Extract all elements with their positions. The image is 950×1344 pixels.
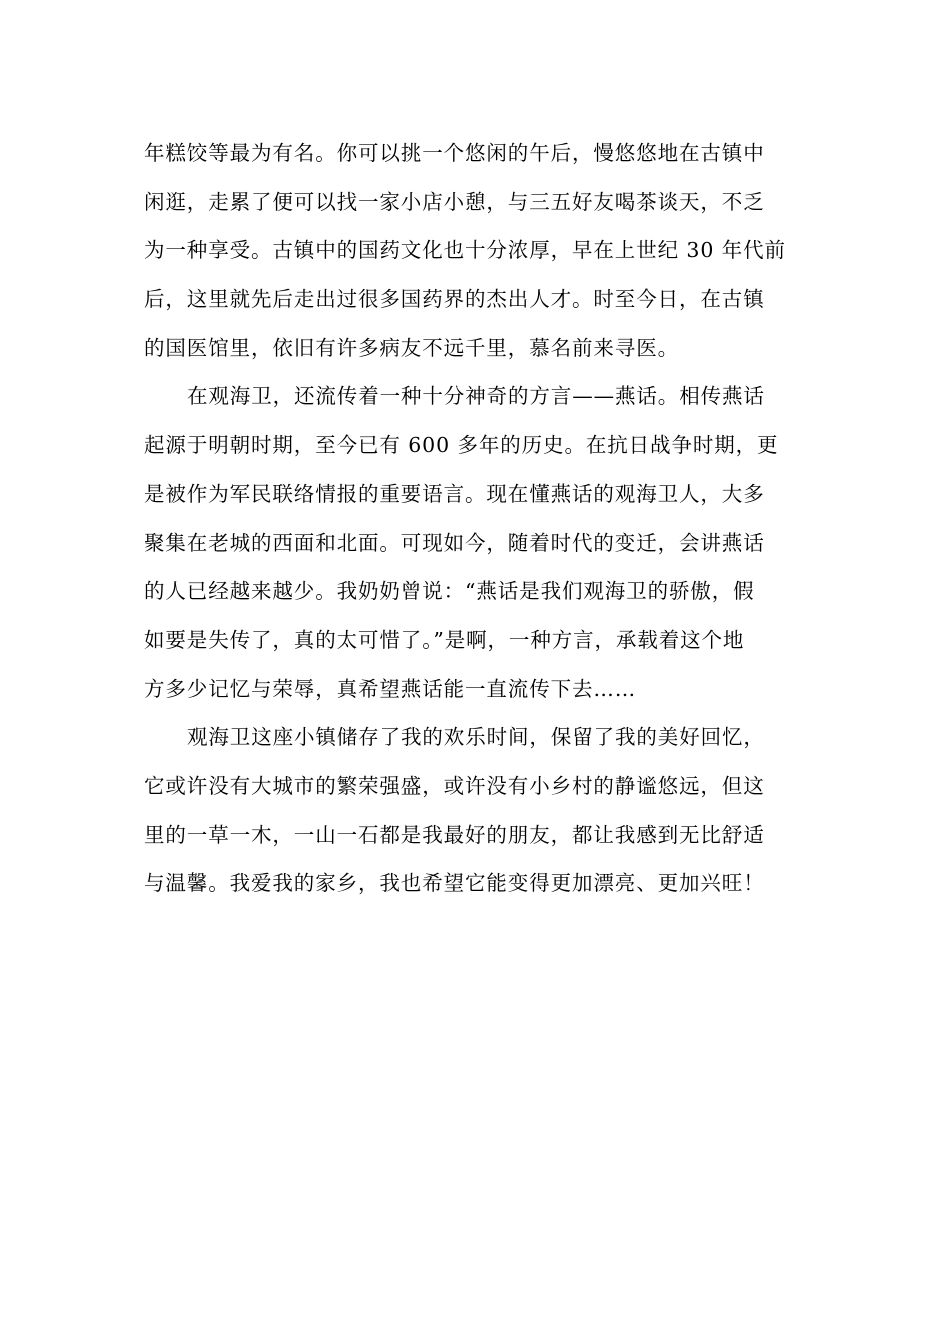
text-line: 的人已经越来越少。我奶奶曾说：“燕话是我们观海卫的骄傲，假: [144, 579, 755, 604]
text-line: 年糕饺等最为有名。你可以挑一个悠闲的午后，慢悠悠地在古镇中: [144, 141, 765, 165]
text-line: 里的一草一木，一山一石都是我最好的朋友，都让我感到无比舒适: [144, 822, 765, 847]
paragraph-3: [144, 713, 808, 908]
text-line: 它或许没有大城市的繁荣强盛，或许没有小乡村的静谧悠远，但这: [144, 773, 765, 798]
text-line: 后，这里就先后走出过很多国药界的杰出人才。时至今日，在古镇: [144, 287, 765, 312]
text-line: 聚集在老城的西面和北面。可现如今，随着时代的变迁，会讲燕话: [144, 530, 765, 555]
paragraph-2: [144, 372, 808, 713]
paragraph-1: [144, 129, 808, 372]
text-line: 是被作为军民联络情报的重要语言。现在懂燕话的观海卫人，大多: [144, 481, 765, 506]
text-line: 闲逛，走累了便可以找一家小店小憩，与三五好友喝茶谈天，不乏: [144, 189, 765, 214]
text-line: 观海卫这座小镇储存了我的欢乐时间，保留了我的美好回忆，: [187, 725, 765, 750]
text-line: 与温馨。我爱我的家乡，我也希望它能变得更加漂亮、更加兴旺！: [144, 871, 765, 896]
text-line: 方多少记忆与荣辱，真希望燕话能一直流传下去……: [144, 676, 637, 701]
text-line: 起源于明朝时期，至今已有 600 多年的历史。在抗日战争时期，更: [144, 433, 779, 458]
text-line: 为一种享受。古镇中的国药文化也十分浓厚，早在上世纪 30 年代前: [144, 238, 786, 263]
text-line: 如要是失传了，真的太可惜了。”是啊，一种方言，承载着这个地: [144, 627, 745, 652]
essay-body: [144, 129, 808, 908]
text-line: 在观海卫，还流传着一种十分神奇的方言——燕话。相传燕话: [187, 384, 765, 409]
text-line: 的国医馆里，依旧有许多病友不远千里，慕名前来寻医。: [144, 335, 679, 360]
